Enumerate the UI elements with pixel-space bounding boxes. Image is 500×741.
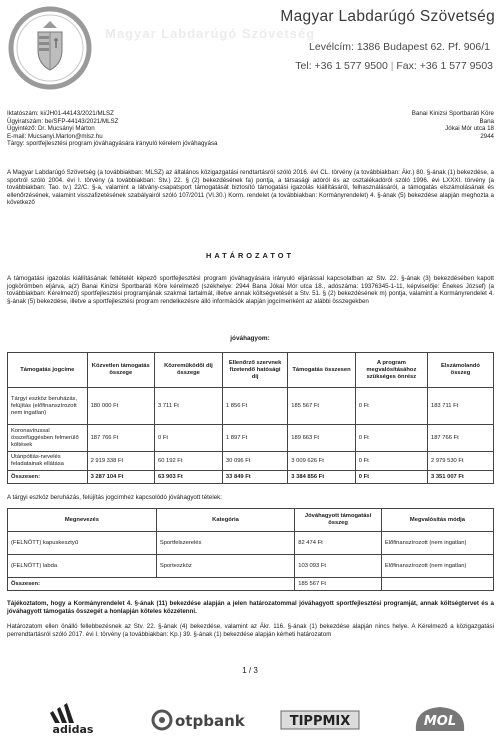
appeal-paragraph: Határozatom ellen önálló fellebbezésnek az Stv. 22. §-ának (4) bekezdése, valamint az Ákr. 116. §-ának (1) bekezdése alapján nincs helye. A Kérelmező a közigazgatási perrendtartásról szóló 2017. évi I. törvény (a továbbiakban: Kp.) 39. §-ának (1) bekezdése alapján kérheti határozatom [7, 623, 494, 638]
email[interactable]: E-mail: Mucsanyi.Marton@mlsz.hu [7, 132, 103, 140]
approve-heading: jóváhagyom: [230, 335, 270, 342]
recipient-street: Jókai Mór utca 18 [445, 125, 494, 133]
col-header: Támogatás jogcíme [8, 353, 88, 388]
table-cell: 1 897 Ft [222, 425, 287, 452]
table-cell: Összesen: [8, 578, 295, 591]
col-header: Kategória [156, 509, 294, 532]
table-cell: Sportfelszerelés [156, 532, 294, 555]
col-header: Megnevezés [8, 509, 157, 532]
table-cell: 30 096 Ft [222, 452, 287, 471]
page-number: 1 / 3 [242, 666, 258, 675]
mlsz-logo [8, 6, 92, 90]
table-cell: Koronavírussal összefüggésben felmerülő költések [8, 425, 88, 452]
table-cell: 1 856 Ft [222, 388, 287, 425]
table-cell: Előfinanszírozott (nem ingatlan) [381, 532, 493, 555]
table-cell: 0 Ft [355, 425, 427, 452]
table-row [8, 388, 494, 425]
intro-paragraph: A Magyar Labdarúgó Szövetség (a továbbiakban: MLSZ) az általános közigazgatási rendtartásról szóló 2016. évi CL. törvény (a továbbiakban: Ákr.) 80. §-ának (1) bekezdése, a sportról szóló 2004. évi I. törvény (a továbbiakban: Stv.) 22. § (2) bekezdésének fa) pontja, a társasági adóról és az osztalékadóról szóló 1996. évi LXXXI. törvény (a továbbiakban: Tao. tv.) 22/C. §-a, valamint a látvány-csapatsport támogatását biztosító támogatási igazolás kiállításáról, felhasználásáról, a támogatás elszámolásának és ellenőrzésének, valamint visszafizetésének szabályairól szóló 107/2011 (VI.30.) Korm. rendelet (a továbbiakban: Kormányrendelet) 4. §-ának (5) bekezdése alapján meghozta a következő [7, 169, 494, 207]
org-phone: Tel: +36 1 577 9500 [295, 60, 388, 72]
sponsor-name: otpbank [175, 712, 245, 730]
items-table-header [8, 509, 494, 532]
table-cell [381, 578, 493, 591]
iktatoszam: Iktatószám: ki/JH01-44143/2021/MLSZ [7, 110, 114, 117]
case-meta [7, 110, 257, 148]
org-fax: Fax: +36 1 577 9503 [396, 60, 493, 72]
table-cell: 0 Ft [355, 452, 427, 471]
table-cell: 3 351 007 Ft [427, 471, 493, 484]
ugyiratszam: Ügyiratszám: be/SFP-44143/2021/MLSZ [7, 117, 119, 125]
table-cell: 33 849 Ft [222, 471, 287, 484]
recipient-city: Bana [479, 117, 494, 125]
table-cell: Összesen: [8, 471, 88, 484]
header-watermark: Magyar Labdarúgó Szövetség [105, 26, 316, 41]
col-header: Közvetlen támogatás összege [87, 353, 154, 388]
table-total-row [8, 578, 494, 591]
funding-table [7, 352, 494, 484]
table-cell: 187 766 Ft [87, 425, 154, 452]
table-cell: Előfinanszírozott (nem ingatlan) [381, 555, 493, 578]
col-header: Támogatás összesen [288, 353, 355, 388]
table-cell: 0 Ft [355, 471, 427, 484]
table-cell: (FELNŐTT) kapuskesztyű [8, 532, 157, 555]
col-header: Ellenőrző szervnek fizetendő hatósági díj [222, 353, 287, 388]
tippmix-logo [280, 703, 360, 735]
org-contact: Tel: +36 1 577 9500 | Fax: +36 1 577 9503 [295, 60, 493, 72]
sponsor-name: MOL [423, 714, 457, 729]
table-row [8, 452, 494, 471]
table-cell: 180 000 Ft [87, 388, 154, 425]
recipient-block [330, 110, 494, 140]
col-header: Jóváhagyott támogatási összeg [295, 509, 382, 532]
table-cell: 189 663 Ft [288, 425, 355, 452]
table-total-row [8, 471, 494, 484]
table-row [8, 555, 494, 578]
table-row [8, 425, 494, 452]
decision-paragraph: A támogatási igazolás kiállításának feltételét képező sportfejlesztési program jóváhagyására irányuló eljárással kapcsolatban az Stv. 22. §-ának (3) bekezdésében kapott jogkörömben eljárva, a(z) Banai Kinizsi Sportbaráti Köre kérelmező (székhelye: 2944 Bana Jókai Mór utca 18., adószáma: 19376345-1-11, képviselője: Énekes József) (a továbbiakban: Kérelmező) sportfejlesztési programjának szakmai tartalmát, illetve annak költségvetését a Stv. 51. § (2) bekezdésének m) pontja, valamint a Kormányrendelet 4. §-ának (5) bekezdése, illetve a sportfejlesztési program rendelkezésre álló információk alapján jogcímenként az alábbi összegekben [7, 275, 494, 305]
table-cell: Tárgyi eszköz beruházás, felújítás (előfinanszírozott nem ingatlan) [8, 388, 88, 425]
decision-heading: HATÁROZATOT [205, 251, 294, 260]
table-cell: 3 009 626 Ft [288, 452, 355, 471]
publication-notice: Tájékoztatom, hogy a Kormányrendelet 4. §-ának (11) bekezdése alapján a jelen határozatommal jóváhagyott sportfejlesztési programját, annak költségtervet és a jóváhagyott támogatás összegét a honlapján köteles közzétenni. [7, 600, 494, 615]
adidas-logo [38, 703, 108, 735]
table-cell: 185 567 Ft [295, 578, 382, 591]
table-cell: 3 384 856 Ft [288, 471, 355, 484]
funding-table-header [8, 353, 494, 388]
table-cell: 60 192 Ft [154, 452, 222, 471]
table-cell: Utánpótlás-nevelés feladatainak ellátása [8, 452, 88, 471]
table-cell: 3 287 104 Ft [87, 471, 154, 484]
col-header: A program megvalósításához szükséges önrész [355, 353, 427, 388]
table-row [8, 532, 494, 555]
col-header: Megvalósítás módja [381, 509, 493, 532]
table-cell: 63 903 Ft [154, 471, 222, 484]
items-intro: A tárgyi eszköz beruházás, felújítás jogcímhez kapcsolódó jóváhagyott tételek: [7, 494, 222, 501]
table-cell: 82 474 Ft [295, 532, 382, 555]
org-address: Levélcím: 1386 Budapest 62. Pf. 906/1 [309, 41, 490, 53]
table-cell: 0 Ft [355, 388, 427, 425]
table-cell: (FELNŐTT) labda [8, 555, 157, 578]
table-cell: 187 766 Ft [427, 425, 493, 452]
table-cell: 0 Ft [154, 425, 222, 452]
recipient-name: Banai Kinizsi Sportbaráti Köre [411, 110, 494, 117]
org-name: Magyar Labdarúgó Szövetség [280, 8, 495, 25]
recipient-zip: 2944 [480, 132, 494, 140]
table-cell: 2 919 338 Ft [87, 452, 154, 471]
table-cell: 183 711 Ft [427, 388, 493, 425]
ugyintezo: Ügyintéző: Dr. Mucsányi Márton [7, 125, 95, 133]
sponsor-name: adidas [52, 723, 94, 735]
col-header: Közreműködői díj összege [154, 353, 222, 388]
targy: Tárgy: sportfejlesztési program jóváhagyására irányuló kérelem jóváhagyása [7, 140, 218, 148]
table-cell: 3 711 Ft [154, 388, 222, 425]
otpbank-logo [150, 703, 250, 735]
table-cell: 185 567 Ft [288, 388, 355, 425]
mol-logo [410, 703, 470, 735]
table-cell: Sporteszköz [156, 555, 294, 578]
table-cell: 2 979 530 Ft [427, 452, 493, 471]
table-cell: 103 093 Ft [295, 555, 382, 578]
sponsor-name: TIPPMIX [289, 714, 351, 729]
items-table [7, 508, 494, 591]
col-header: Elszámolandó összeg [427, 353, 493, 388]
